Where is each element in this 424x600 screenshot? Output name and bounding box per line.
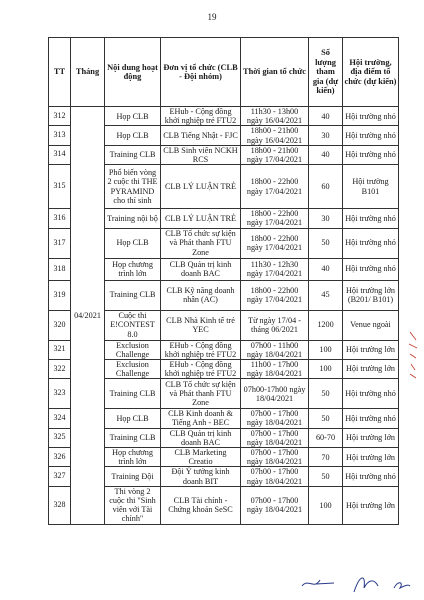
row-count: 100 xyxy=(309,486,343,524)
row-venue: Hội trường lớn xyxy=(343,340,399,359)
row-content: Thi vòng 2 cuộc thi "Sinh viên với Tài chính" xyxy=(105,486,161,524)
row-content: Họp chương trình lớn xyxy=(105,448,161,467)
row-time: 18h00 - 21h00 ngày 17/04/2021 xyxy=(241,145,309,164)
row-unit: CLB Tiếng Nhật - FJC xyxy=(161,126,241,145)
row-time: 07h00 - 11h00 ngày 18/04/2021 xyxy=(241,340,309,359)
row-count: 45 xyxy=(309,280,343,310)
row-time: 18h00 - 22h00 ngày 17/04/2021 xyxy=(241,209,309,228)
row-venue: Hội trường nhỏ xyxy=(343,209,399,228)
row-content: Training CLB xyxy=(105,428,161,447)
header-count: Số lượng tham gia (dự kiến) xyxy=(309,38,343,107)
row-time: 11h30 - 12h30 ngày 17/04/2021 xyxy=(241,258,309,280)
row-venue: Hội trường lớn xyxy=(343,486,399,524)
row-content: Cuộc thi E!CONTEST 8.0 xyxy=(105,310,161,340)
row-count: 60 xyxy=(309,165,343,209)
row-count: 30 xyxy=(309,209,343,228)
row-time: 18h00 - 22h00 ngày 17/04/2021 xyxy=(241,165,309,209)
row-unit: CLB Tổ chức sự kiện và Phát thanh FTU Zone xyxy=(161,379,241,409)
row-time: 11h00 - 17h00 ngày 18/04/2021 xyxy=(241,359,309,378)
row-tt: 326 xyxy=(49,448,71,467)
row-count: 100 xyxy=(309,340,343,359)
row-unit: CLB Marketing Creatio xyxy=(161,448,241,467)
row-unit: CLB Kỹ năng doanh nhân (AC) xyxy=(161,280,241,310)
row-tt: 325 xyxy=(49,428,71,447)
row-unit: CLB LÝ LUẬN TRẺ xyxy=(161,165,241,209)
header-content: Nội dung hoạt động xyxy=(105,38,161,107)
row-count: 40 xyxy=(309,258,343,280)
row-tt: 321 xyxy=(49,340,71,359)
header-month: Tháng xyxy=(71,38,105,107)
row-content: Họp CLB xyxy=(105,107,161,126)
row-venue: Hội trường nhỏ xyxy=(343,126,399,145)
row-month: 04/2021 xyxy=(71,107,105,525)
row-venue: Hội trường nhỏ xyxy=(343,379,399,409)
row-content: Exclusion Challenge xyxy=(105,359,161,378)
row-content: Training Đội xyxy=(105,467,161,486)
row-count: 50 xyxy=(309,379,343,409)
activity-schedule-table xyxy=(48,37,399,525)
row-time: 11h30 - 13h00 ngày 16/04/2021 xyxy=(241,107,309,126)
row-count: 60-70 xyxy=(309,428,343,447)
row-content: Họp CLB xyxy=(105,126,161,145)
row-time: 07h00-17h00 ngày 18/04/2021 xyxy=(241,379,309,409)
margin-stamp-mark xyxy=(406,330,420,380)
table-header-row xyxy=(49,38,399,107)
row-content: Họp CLB xyxy=(105,228,161,258)
header-tt: TT xyxy=(49,38,71,107)
row-time: 18h00 - 22h00 ngày 17/04/2021 xyxy=(241,228,309,258)
row-tt: 322 xyxy=(49,359,71,378)
row-time: 18h00 - 22h00 ngày 17/04/2021 xyxy=(241,280,309,310)
row-tt: 323 xyxy=(49,379,71,409)
row-count: 30 xyxy=(309,126,343,145)
row-venue: Hội trường nhỏ xyxy=(343,228,399,258)
row-venue: Hội trường nhỏ xyxy=(343,258,399,280)
row-venue: Hội trường nhỏ xyxy=(343,467,399,486)
row-venue: Hội trường lớn xyxy=(343,428,399,447)
row-venue: Hội trường nhỏ xyxy=(343,107,399,126)
row-unit: CLB Tài chính - Chứng khoán SeSC xyxy=(161,486,241,524)
row-unit: EHub - Cộng đồng khởi nghiệp trẻ FTU2 xyxy=(161,359,241,378)
row-venue: Hội trường B101 xyxy=(343,165,399,209)
row-count: 40 xyxy=(309,107,343,126)
row-unit: CLB Kinh doanh & Tiếng Anh - BEC xyxy=(161,409,241,428)
row-tt: 317 xyxy=(49,228,71,258)
row-time: 07h00 - 17h00 ngày 18/04/2021 xyxy=(241,486,309,524)
row-venue: Hội trường nhỏ xyxy=(343,409,399,428)
row-unit: CLB Nhà Kinh tế trẻ YEC xyxy=(161,310,241,340)
handwritten-signature xyxy=(294,568,414,594)
row-count: 40 xyxy=(309,145,343,164)
row-unit: CLB Quản trị kinh doanh BAC xyxy=(161,428,241,447)
row-unit: CLB Sinh viên NCKH RCS xyxy=(161,145,241,164)
row-time: 07h00 - 17h00 ngày 18/04/2021 xyxy=(241,448,309,467)
row-time: Từ ngày 17/04 - tháng 06/2021 xyxy=(241,310,309,340)
row-count: 50 xyxy=(309,228,343,258)
row-unit: EHub - Cộng đồng khởi nghiệp trẻ FTU2 xyxy=(161,340,241,359)
row-count: 100 xyxy=(309,359,343,378)
row-venue: Hội trường lớn xyxy=(343,448,399,467)
row-venue: Hội trường lớn xyxy=(343,359,399,378)
row-tt: 312 xyxy=(49,107,71,126)
row-count: 70 xyxy=(309,448,343,467)
row-venue: Hội trường lớn (B201/ B101) xyxy=(343,280,399,310)
row-tt: 314 xyxy=(49,145,71,164)
row-tt: 319 xyxy=(49,280,71,310)
row-content: Training nội bộ xyxy=(105,209,161,228)
row-tt: 318 xyxy=(49,258,71,280)
table-row xyxy=(49,107,399,126)
row-content: Họp chương trình lớn xyxy=(105,258,161,280)
row-content: Họp CLB xyxy=(105,409,161,428)
header-venue: Hội trường, địa điểm tổ chức (dự kiến) xyxy=(343,38,399,107)
row-count: 50 xyxy=(309,467,343,486)
row-tt: 327 xyxy=(49,467,71,486)
row-time: 18h00 - 21h00 ngày 16/04/2021 xyxy=(241,126,309,145)
row-unit: CLB LÝ LUẬN TRẺ xyxy=(161,209,241,228)
row-unit: CLB Tổ chức sự kiện và Phát thanh FTU Zone xyxy=(161,228,241,258)
row-content: Phổ biến vòng 2 cuộc thi THE PYRAMIND cho thí sinh xyxy=(105,165,161,209)
header-unit: Đơn vị tổ chức (CLB - Đội nhóm) xyxy=(161,38,241,107)
row-content: Training CLB xyxy=(105,379,161,409)
row-content: Exclusion Challenge xyxy=(105,340,161,359)
row-tt: 328 xyxy=(49,486,71,524)
row-count: 1200 xyxy=(309,310,343,340)
row-content: Training CLB xyxy=(105,280,161,310)
row-unit: Đội Ý tưởng kinh doanh BIT xyxy=(161,467,241,486)
row-content: Training CLB xyxy=(105,145,161,164)
row-tt: 320 xyxy=(49,310,71,340)
row-count: 50 xyxy=(309,409,343,428)
row-unit: CLB Quản trị kinh doanh BAC xyxy=(161,258,241,280)
row-venue: Venue ngoài xyxy=(343,310,399,340)
row-venue: Hội trường nhỏ xyxy=(343,145,399,164)
row-time: 07h00 - 17h00 ngày 18/04/2021 xyxy=(241,409,309,428)
header-time: Thời gian tổ chức xyxy=(241,38,309,107)
row-unit: EHub - Cộng đồng khởi nghiệp trẻ FTU2 xyxy=(161,107,241,126)
row-tt: 316 xyxy=(49,209,71,228)
row-tt: 313 xyxy=(49,126,71,145)
row-tt: 324 xyxy=(49,409,71,428)
page-number: 19 xyxy=(207,12,217,22)
row-time: 07h00 - 17h00 ngày 18/04/2021 xyxy=(241,428,309,447)
row-time: 07h00 - 17h00 ngày 18/04/2021 xyxy=(241,467,309,486)
row-tt: 315 xyxy=(49,165,71,209)
